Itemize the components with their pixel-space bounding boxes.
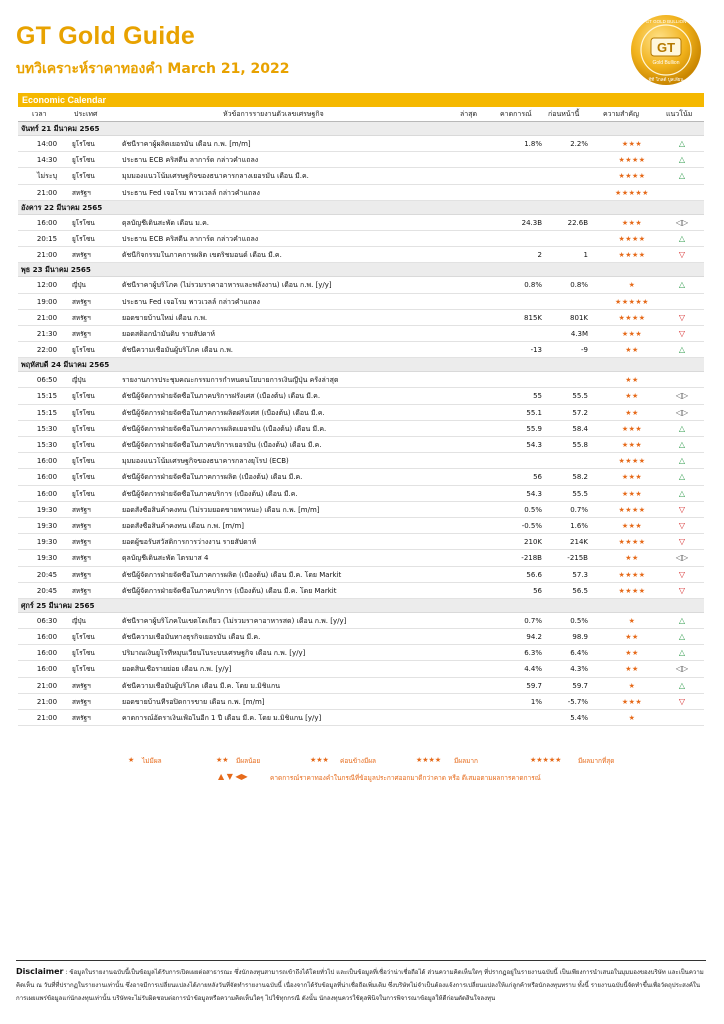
event-previous: 57.2 [572,408,588,417]
event-forecast: 0.7% [524,616,542,625]
event-previous: 58.4 [572,424,588,433]
gt-gold-bullion-logo [630,14,702,86]
event-importance: ★★★★ [618,586,646,595]
event-previous: 0.8% [570,281,588,290]
event-importance: ★★ [625,633,639,642]
event-forecast: 0.5% [524,505,542,514]
disclaimer [16,965,706,1005]
event-country: ยูโรโซน [72,441,95,449]
legend-5-stars: ★★★★★ [530,756,562,764]
event-forecast: 54.3 [526,441,542,449]
event-title: มุมมองแนวโน้มเศรษฐกิจของธนาคารกลางเยอรมัน เดือน มี.ค. [122,172,309,181]
day-header: พฤหัสบดี 24 มีนาคม 2565 [18,358,704,372]
event-trend: △ [678,440,686,449]
event-country: สหรัฐฯ [72,538,91,547]
logo-ring-bottom: จีที โกลด์ บูลเลียน [648,78,684,83]
calendar-row [18,342,704,358]
event-forecast: -13 [530,346,542,355]
legend-4-text: มีผลมาก [454,757,478,765]
event-trend: △ [678,488,686,498]
event-title: ยอดสินเชื่อรายย่อย เดือน ก.พ. [y/y] [122,665,232,674]
event-previous: 4.3% [570,665,588,674]
event-country: สหรัฐฯ [72,714,91,722]
importance-legend [18,752,704,792]
event-time: 12:00 [36,281,58,290]
calendar-body [18,122,704,726]
calendar-title: Economic Calendar [18,93,704,107]
event-importance: ★★ [625,649,639,658]
event-title: ยอดผู้ขอรับสวัสดิการการว่างงาน รายสัปดาห์ [122,538,257,547]
event-trend: △ [678,648,686,658]
event-title: ประธาน Fed เจอโรม พาวเวลล์ กล่าวคำแถลง [122,297,260,306]
event-title: คาดการณ์อัตราเงินเฟ้อในอีก 1 ปี เดือน มี.ค. โดย ม.มิชิแกน [y/y] [122,714,322,722]
event-title: ยอดสั่งซื้อสินค้าคงทน (ไม่รวมยอดขายพาหนะ) เดือน ก.พ. [m/m] [122,505,320,514]
event-title: ดัชนีราคาผู้บริโภคในเขตโตเกียว (ไม่รวมราคาอาหารสด) เดือน ก.พ. [y/y] [122,616,347,625]
calendar-row [18,310,704,326]
event-previous: 55.5 [572,489,588,498]
event-time: 16:00 [36,218,58,227]
event-title: มุมมองแนวโน้มเศรษฐกิจของธนาคารกลางยุโรป (ECB) [122,457,289,466]
event-time: 19:30 [36,505,58,514]
col-previous: ก่อนหน้านี้ [548,110,580,118]
event-time: 06:50 [36,376,58,385]
event-country: สหรัฐฯ [72,329,91,338]
event-previous: 22.6B [567,218,588,227]
calendar-row [18,469,704,485]
event-importance: ★ [628,714,636,722]
event-previous: 55.8 [572,441,588,449]
col-country: ประเทศ [74,110,98,118]
event-forecast: 815K [524,313,542,322]
event-time: 19:30 [36,521,58,530]
event-title: ดัชนีราคาผู้บริโภค (ไม่รวมราคาอาหารและพลังงาน) เดือน ก.พ. [y/y] [122,281,332,290]
calendar-row [18,518,704,534]
col-importance: ความสำคัญ [603,110,640,118]
event-forecast: 4.4% [524,665,542,674]
col-trend: แนวโน้ม [666,110,693,118]
event-importance: ★★★ [621,521,643,530]
event-country: ยูโรโซน [72,473,95,482]
calendar-row [18,694,704,710]
footer-divider [16,960,706,961]
event-time: 21:00 [36,714,58,722]
legend-3-stars: ★★★ [310,756,329,764]
legend-4-stars: ★★★★ [416,756,442,764]
event-time: 22:00 [36,346,58,355]
event-forecast: 55 [533,392,542,401]
event-title: ดัชนีผู้จัดการฝ่ายจัดซื้อในภาคการผลิตเยอรมัน (เบื้องต้น) เดือน มี.ค. [122,424,327,433]
event-forecast: 24.3B [521,218,542,227]
event-title: ยอดสต็อกน้ำมันดิบ รายสัปดาห์ [122,329,216,338]
event-previous: 0.7% [570,505,588,514]
event-time: 15:30 [36,424,58,433]
event-country: ยูโรโซน [72,665,95,674]
event-country: ญี่ปุ่น [72,376,86,385]
event-time: 16:00 [36,665,58,674]
event-trend: △ [678,171,686,181]
event-previous: 59.7 [572,681,588,690]
event-trend: △ [678,615,686,625]
event-time: 16:00 [36,649,58,658]
legend-trend-text: คาดการณ์ราคาทองคำในกรณีที่ข้อมูลประกาศออกมาดีกว่าคาด หรือ ดีเสมอตามผลการคาดการณ์ [270,774,541,782]
report-title: GT Gold Guide [16,22,195,50]
event-country: สหรัฐฯ [72,251,91,260]
event-trend: △ [678,472,686,482]
event-forecast: 6.3% [524,649,542,658]
event-time: ไม่ระบุ [36,172,58,181]
day-header: จันทร์ 21 มีนาคม 2565 [18,122,704,136]
event-time: 15:15 [36,392,58,401]
event-country: ยูโรโซน [72,633,95,642]
event-importance: ★★★ [621,140,643,148]
event-importance: ★★★★ [618,313,646,322]
event-importance: ★★★★ [618,505,646,514]
calendar-row [18,550,704,566]
event-title: ดัชนีผู้จัดการฝ่ายจัดซื้อในภาคบริการฝรั่งเศส (เบื้องต้น) เดือน มี.ค. [122,392,321,401]
event-importance: ★★★★ [618,570,646,579]
calendar-row [18,231,704,247]
event-country: ยูโรโซน [72,156,95,165]
event-country: ยูโรโซน [72,392,95,401]
event-previous: 6.4% [570,649,588,658]
event-previous: 55.5 [572,392,588,401]
event-importance: ★ [628,681,636,690]
calendar-row [18,453,704,469]
event-previous: 4.3M [570,329,588,338]
col-forecast: คาดการณ์ [500,110,532,118]
event-title: ดัชนีผู้จัดการฝ่ายจัดซื้อในภาคบริการ (เบื้องต้น) เดือน มี.ค. [122,489,298,498]
event-importance: ★★★★ [618,538,646,547]
calendar-row [18,613,704,629]
event-title: ยอดสั่งซื้อสินค้าคงทน เดือน ก.พ. [m/m] [122,521,245,530]
event-country: ยูโรโซน [72,457,95,466]
event-importance: ★★★★ [618,457,646,466]
event-time: 21:00 [36,697,58,706]
event-previous: 801K [570,313,588,322]
calendar-row [18,486,704,502]
event-previous: -5.7% [567,697,588,706]
calendar-row [18,437,704,453]
event-title: ประธาน Fed เจอโรม พาวเวลล์ กล่าวคำแถลง [122,188,260,197]
legend-1-text: ไม่มีผล [142,757,162,765]
event-country: สหรัฐฯ [72,313,91,322]
calendar-row [18,215,704,231]
event-time: 14:00 [36,140,58,148]
event-time: 16:00 [36,489,58,498]
col-event: หัวข้อการรายงานตัวเลขเศรษฐกิจ [223,110,324,118]
event-forecast: 56.6 [526,570,542,579]
event-title: ปริมาณเงินยูโรที่หมุนเวียนในระบบเศรษฐกิจ เดือน ก.พ. [y/y] [122,649,306,658]
legend-5-text: มีผลมากที่สุด [578,757,615,765]
event-title: ดัชนีความเชื่อมั่นทางธุรกิจเยอรมัน เดือน มี.ค. [122,633,261,642]
event-title: ดัชนีความเชื่อมั่นผู้บริโภค เดือน ก.พ. [122,346,234,355]
event-importance: ★★ [625,376,639,385]
day-header: พุธ 23 มีนาคม 2565 [18,263,704,277]
event-country: สหรัฐฯ [72,505,91,514]
event-trend: ▽ [678,696,686,706]
calendar-row [18,645,704,661]
calendar-row [18,168,704,184]
event-importance: ★★ [625,665,639,674]
event-forecast: 210K [524,538,542,547]
event-previous: 2.2% [570,140,588,148]
event-importance: ★ [628,616,636,625]
event-time: 20:15 [36,234,58,243]
event-country: ยูโรโซน [72,346,95,355]
calendar-row [18,247,704,263]
event-importance: ★★ [625,554,639,563]
event-title: ยอดขายบ้านใหม่ เดือน ก.พ. [122,313,208,322]
event-importance: ★★ [625,408,639,417]
event-forecast: -218B [521,554,542,563]
event-time: 15:15 [36,408,58,417]
calendar-row [18,567,704,583]
event-previous: 1 [583,251,588,260]
disclaimer-label: Disclaimer [16,967,64,976]
event-title: ดัชนีผู้จัดการฝ่ายจัดซื้อในภาคบริการ (เบื้องต้น) เดือน มี.ค. โดย Markit [122,586,337,595]
event-forecast: 56 [533,586,542,595]
event-time: 14:30 [36,156,58,165]
event-trend: △ [678,456,686,466]
event-trend: ◁▷ [675,391,689,401]
event-trend: ▽ [678,312,686,322]
calendar-row [18,583,704,599]
event-forecast: 0.8% [524,281,542,290]
logo-inner-label: Gold Bullion [652,60,680,66]
event-time: 19:00 [36,297,58,306]
event-country: ญี่ปุ่น [72,281,86,290]
event-title: ดัชนีผู้จัดการฝ่ายจัดซื้อในภาคการผลิต (เบื้องต้น) เดือน มี.ค. โดย Markit [122,570,342,579]
legend-1-stars: ★ [128,756,135,764]
event-time: 15:30 [36,441,58,449]
event-time: 20:45 [36,586,58,595]
calendar-row [18,405,704,421]
event-country: สหรัฐฯ [72,521,91,530]
event-time: 20:45 [36,570,58,579]
calendar-row [18,678,704,694]
event-title: ดัชนีกิจกรรมในภาคการผลิต เขตริชมอนด์ เดือน มี.ค. [122,251,282,260]
calendar-row [18,136,704,152]
event-title: รายงานการประชุมคณะกรรมการกำหนดนโยบายการเงินญี่ปุ่น ครั้งล่าสุด [122,376,339,385]
calendar-row [18,388,704,404]
event-trend: ▽ [678,537,686,547]
event-importance: ★★★ [621,424,643,433]
calendar-row [18,421,704,437]
event-country: สหรัฐฯ [72,188,91,197]
col-time: เวลา [32,110,47,118]
event-time: 16:00 [36,473,58,482]
calendar-row [18,710,704,726]
event-forecast: 2 [537,251,542,260]
event-trend: ◁▷ [675,217,689,227]
event-title: ประธาน ECB คริสตีน ลาการ์ด กล่าวคำแถลง [122,156,259,165]
event-importance: ★★★★★ [615,188,649,197]
event-time: 21:00 [36,313,58,322]
event-title: ยอดขายบ้านที่รอปิดการขาย เดือน ก.พ. [m/m] [122,697,265,706]
event-forecast: 94.2 [526,633,542,642]
calendar-row [18,629,704,645]
event-previous: 0.5% [570,616,588,625]
event-importance: ★★★ [621,473,643,482]
event-country: ยูโรโซน [72,218,95,227]
event-importance: ★★★★ [618,156,646,165]
event-country: สหรัฐฯ [72,586,91,595]
event-time: 06:30 [36,616,58,625]
event-time: 16:00 [36,633,58,642]
event-time: 16:00 [36,457,58,466]
event-importance: ★★★ [621,441,643,449]
event-title: ดัชนีผู้จัดการฝ่ายจัดซื้อในภาคการผลิต (เบื้องต้น) เดือน มี.ค. [122,473,303,482]
event-country: สหรัฐฯ [72,570,91,579]
economic-calendar [18,93,704,726]
calendar-row [18,294,704,310]
event-importance: ★★★★ [618,234,646,243]
event-title: ดุลบัญชีเดินสะพัด เดือน ม.ค. [122,218,210,227]
event-trend: ▽ [678,585,686,595]
event-previous: 1.6% [570,521,588,530]
event-trend: ◁▷ [675,664,689,674]
event-time: 21:00 [36,251,58,260]
disclaimer-text: : ข้อมูลในรายงานฉบับนี้เป็นข้อมูลได้รับการเปิดเผยต่อสาธารณะ ซึ่งนักลงทุนสามารถเข้าถึงได้โดยทั่วไป และเป็นข้อมูลที่เชื่อว่าน่าเชื่อถือได้ ส่วนความคิดเห็นใดๆ ที่ปรากฏอยู่ในรายงานฉบับนี้ เป็นเพียงการนำเสนอในมุมมองของบริษัท และเป็นความคิดเห็น ณ วันที่ที่ปรากฏในรายงานเท่านั้น ซึ่งอาจมีการเปลี่ยนแปลงได้ภายหลังวันที่จัดทำรายงานฉบับนี้ เนื่องจากได้รับข้อมูลที่น่าเชื่อถือเพิ่มเติม ซึ่งบริษัทไม่จำเป็นต้องแจ้งการเปลี่ยนแปลงให้แก่ลูกค้าหรือนักลงทุนทราบ ทั้งนี้ รายงานฉบับนี้จัดทำขึ้นเพื่อวัตถุประสงค์ในการเผยแพร่ข้อมูลแก่นักลงทุนเท่านั้น บริษัทจะไม่รับผิดชอบต่อการนำข้อมูลหรือความคิดเห็นใดๆ ไปใช้ทุกกรณี ดังนั้น นักลงทุนควรใช้ดุลพินิจในการพิจารณาข้อมูลให้ดีก่อนตัดสินใจลงทุน [16,969,704,1002]
legend-2-text: มีผลน้อย [236,757,261,765]
report-subtitle: บทวิเคราะห์ราคาทองคำ March 21, 2022 [16,61,290,77]
event-importance: ★★★★ [618,251,646,260]
event-trend: ▽ [678,569,686,579]
calendar-row [18,661,704,677]
legend-3-text: ค่อนข้างมีผล [340,757,377,765]
event-forecast: 55.1 [526,408,542,417]
calendar-row [18,326,704,342]
event-title: ดัชนีราคาผู้ผลิตเยอรมัน เดือน ก.พ. [m/m] [122,140,251,148]
event-trend: △ [678,139,686,148]
event-title: ดัชนีผู้จัดการฝ่ายจัดซื้อในภาคการผลิตฝรั่งเศส (เบื้องต้น) เดือน มี.ค. [122,408,325,417]
event-country: สหรัฐฯ [72,297,91,306]
event-trend: △ [678,280,686,290]
event-trend: ▽ [678,504,686,514]
event-previous: 98.9 [572,633,588,642]
event-importance: ★ [628,281,636,290]
event-importance: ★★★ [621,489,643,498]
calendar-row [18,152,704,168]
event-time: 21:00 [36,188,58,197]
event-title: ประธาน ECB คริสตีน ลาการ์ด กล่าวคำแถลง [122,234,259,243]
event-country: ญี่ปุ่น [72,616,86,625]
event-trend: △ [678,155,686,165]
event-country: สหรัฐฯ [72,697,91,706]
event-country: สหรัฐฯ [72,681,91,690]
legend-2-stars: ★★ [216,756,229,764]
logo-gt-text: GT [656,40,676,55]
event-importance: ★★★ [621,218,643,227]
event-importance: ★★★ [621,329,643,338]
event-trend: ▽ [678,250,686,260]
event-trend: △ [678,632,686,642]
event-trend: △ [678,680,686,690]
event-trend: △ [678,423,686,433]
event-title: ดุลบัญชีเดินสะพัด ไตรมาส 4 [122,554,209,563]
event-importance: ★★★ [621,697,643,706]
day-header: ศุกร์ 25 มีนาคม 2565 [18,599,704,613]
logo-ring-top: GT GOLD BULLION [645,19,687,24]
calendar-row [18,185,704,201]
event-previous: 214K [570,538,588,547]
event-previous: 56.5 [572,586,588,595]
event-previous: 58.2 [572,473,588,482]
calendar-row [18,502,704,518]
event-trend: ◁▷ [675,553,689,563]
event-forecast: 1.8% [524,140,542,148]
event-forecast: 54.3 [526,489,542,498]
calendar-column-headers [18,107,704,122]
event-country: ยูโรโซน [72,234,95,243]
event-title: ดัชนีความเชื่อมั่นผู้บริโภค เดือน มี.ค. โดย ม.มิชิแกน [122,681,281,690]
event-country: ยูโรโซน [72,489,95,498]
event-forecast: 56 [533,473,542,482]
event-previous: 5.4% [570,714,588,722]
event-time: 19:30 [36,554,58,563]
event-importance: ★★★★ [618,172,646,181]
calendar-row [18,372,704,388]
event-trend: ▽ [678,520,686,530]
col-actual: ล่าสุด [460,110,478,118]
event-trend: △ [678,233,686,243]
event-forecast: 1% [530,697,542,706]
event-country: สหรัฐฯ [72,554,91,563]
event-country: ยูโรโซน [72,140,95,148]
event-time: 21:00 [36,681,58,690]
event-country: ยูโรโซน [72,424,95,433]
event-forecast: 55.9 [526,424,542,433]
event-importance: ★★ [625,346,639,355]
event-title: ดัชนีผู้จัดการฝ่ายจัดซื้อในภาคบริการเยอรมัน (เบื้องต้น) เดือน มี.ค. [122,441,322,449]
event-importance: ★★ [625,392,639,401]
event-trend: △ [678,345,686,355]
event-country: ยูโรโซน [72,649,95,658]
event-country: ยูโรโซน [72,408,95,417]
event-forecast: -0.5% [521,521,542,530]
event-trend: ◁▷ [675,407,689,417]
event-country: ยูโรโซน [72,172,95,181]
event-previous: -9 [581,346,588,355]
calendar-row [18,277,704,293]
event-previous: 57.3 [572,570,588,579]
event-importance: ★★★★★ [615,297,649,306]
event-previous: -215B [567,554,588,563]
day-header: อังคาร 22 มีนาคม 2565 [18,201,704,215]
event-forecast: 59.7 [526,681,542,690]
event-time: 21:30 [36,329,58,338]
calendar-row [18,534,704,550]
event-time: 19:30 [36,538,58,547]
legend-trend-arrows: ▲ ▼ ◀▶ [218,772,248,781]
event-trend: ▽ [678,328,686,338]
